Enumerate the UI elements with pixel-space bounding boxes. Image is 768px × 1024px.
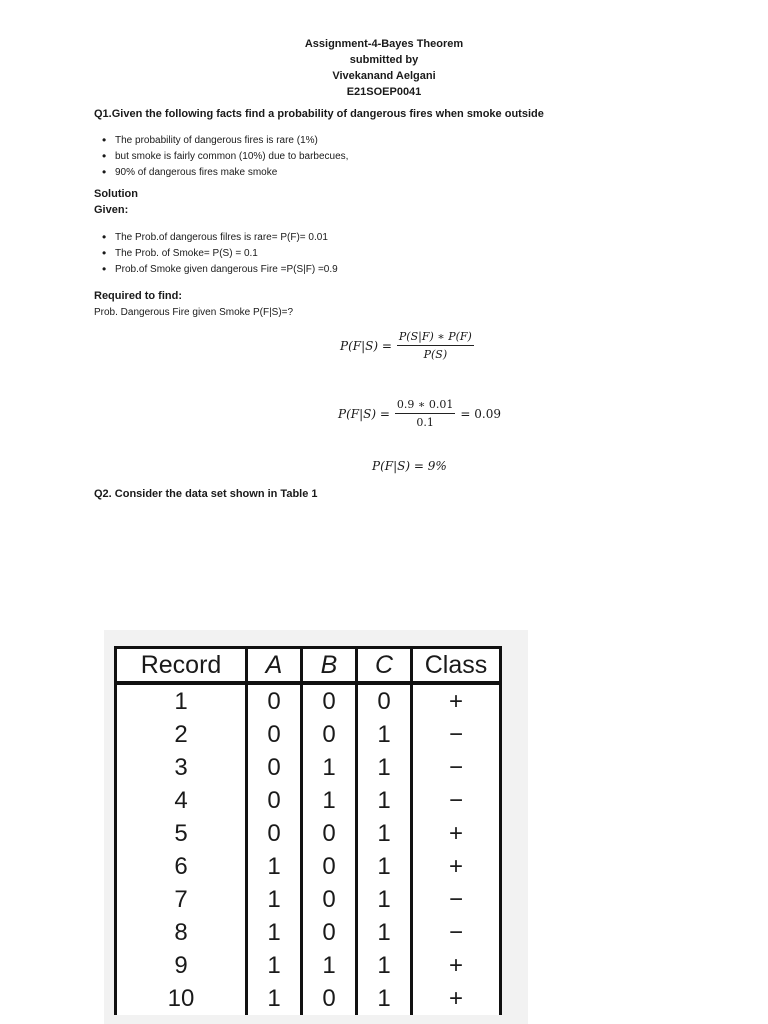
cell-b: 0 (302, 850, 357, 883)
cell-b: 0 (302, 982, 357, 1015)
cell-b: 0 (302, 683, 357, 718)
table-row (116, 817, 501, 850)
given-item: • Prob.of Smoke given dangerous Fire =P(S|F) =0.9 (102, 262, 338, 278)
cell-record: 9 (116, 949, 247, 982)
table-row (116, 982, 501, 1015)
table-row (116, 883, 501, 916)
fact-item: • 90% of dangerous fires make smoke (102, 165, 348, 181)
table-row (116, 718, 501, 751)
substitution-denominator: 0.1 (416, 416, 434, 429)
cell-class: − (412, 883, 501, 916)
cell-class: + (412, 949, 501, 982)
cell-c: 0 (357, 683, 412, 718)
cell-class: − (412, 751, 501, 784)
given-item: • The Prob. of Smoke= P(S) = 0.1 (102, 246, 338, 262)
final-result (372, 459, 447, 473)
substitution-result: = 0.09 (460, 406, 501, 421)
cell-b: 0 (302, 718, 357, 751)
fact-item: • but smoke is fairly common (10%) due to barbecues, (102, 149, 348, 165)
formula-numerator: P(S|F) ∗ P(F) (397, 330, 474, 346)
cell-a: 1 (247, 916, 302, 949)
table-row (116, 784, 501, 817)
cell-class: + (412, 683, 501, 718)
author-name: Vivekanand Aelgani (332, 70, 436, 82)
cell-c: 1 (357, 784, 412, 817)
cell-c: 1 (357, 751, 412, 784)
cell-record: 5 (116, 817, 247, 850)
records-table (114, 646, 502, 1015)
cell-record: 8 (116, 916, 247, 949)
document-header (0, 36, 768, 100)
cell-c: 1 (357, 916, 412, 949)
table-row (116, 751, 501, 784)
cell-record: 1 (116, 683, 247, 718)
header-record: Record (116, 648, 247, 684)
given-list (102, 230, 338, 278)
header-class: Class (412, 648, 501, 684)
fact-item: • The probability of dangerous fires is rare (1%) (102, 133, 348, 149)
cell-b: 1 (302, 784, 357, 817)
cell-c: 1 (357, 718, 412, 751)
required-text: Prob. Dangerous Fire given Smoke P(F|S)=? (94, 307, 294, 318)
student-id: E21SOEP0041 (346, 86, 422, 98)
document-title: Assignment-4-Bayes Theorem (304, 38, 464, 50)
cell-a: 1 (247, 949, 302, 982)
header-c: C (357, 648, 412, 684)
table-image (104, 630, 528, 1024)
table-row (116, 850, 501, 883)
cell-class: + (412, 982, 501, 1015)
cell-c: 1 (357, 982, 412, 1015)
formula-fraction (397, 330, 474, 361)
cell-a: 0 (247, 817, 302, 850)
substitution-fraction (395, 398, 455, 429)
cell-a: 0 (247, 751, 302, 784)
given-item: • The Prob.of dangerous filres is rare= P(F)= 0.01 (102, 230, 338, 246)
given-label: Given: (94, 204, 129, 216)
substitution-numerator: 0.9 ∗ 0.01 (395, 398, 455, 414)
cell-c: 1 (357, 883, 412, 916)
final-result-text: P(F|S) = 9% (372, 459, 447, 473)
cell-a: 0 (247, 784, 302, 817)
cell-c: 1 (357, 949, 412, 982)
question-1: Q1.Given the following facts find a probability of dangerous fires when smoke outside (94, 108, 544, 120)
cell-b: 1 (302, 949, 357, 982)
cell-class: + (412, 817, 501, 850)
cell-record: 10 (116, 982, 247, 1015)
cell-b: 0 (302, 817, 357, 850)
cell-record: 4 (116, 784, 247, 817)
table-header-row (116, 648, 501, 684)
table-row (116, 949, 501, 982)
cell-record: 6 (116, 850, 247, 883)
cell-class: + (412, 850, 501, 883)
cell-class: − (412, 784, 501, 817)
cell-a: 1 (247, 982, 302, 1015)
bayes-substitution (338, 398, 501, 429)
cell-b: 1 (302, 751, 357, 784)
formula-denominator: P(S) (423, 348, 448, 361)
cell-c: 1 (357, 850, 412, 883)
table-row (116, 683, 501, 718)
submitted-by-label: submitted by (349, 54, 419, 66)
cell-a: 0 (247, 683, 302, 718)
header-b: B (302, 648, 357, 684)
cell-class: − (412, 718, 501, 751)
substitution-lhs: P(F|S) = (338, 406, 390, 421)
cell-a: 0 (247, 718, 302, 751)
cell-record: 3 (116, 751, 247, 784)
cell-class: − (412, 916, 501, 949)
cell-record: 2 (116, 718, 247, 751)
solution-label: Solution (94, 188, 138, 200)
question-2: Q2. Consider the data set shown in Table 1 (94, 488, 318, 500)
required-label: Required to find: (94, 290, 182, 302)
bayes-formula (340, 330, 474, 361)
table-row (116, 916, 501, 949)
cell-a: 1 (247, 850, 302, 883)
cell-b: 0 (302, 916, 357, 949)
facts-list (102, 133, 348, 181)
cell-b: 0 (302, 883, 357, 916)
header-a: A (247, 648, 302, 684)
cell-a: 1 (247, 883, 302, 916)
formula-lhs: P(F|S) = (340, 338, 392, 353)
cell-c: 1 (357, 817, 412, 850)
cell-record: 7 (116, 883, 247, 916)
